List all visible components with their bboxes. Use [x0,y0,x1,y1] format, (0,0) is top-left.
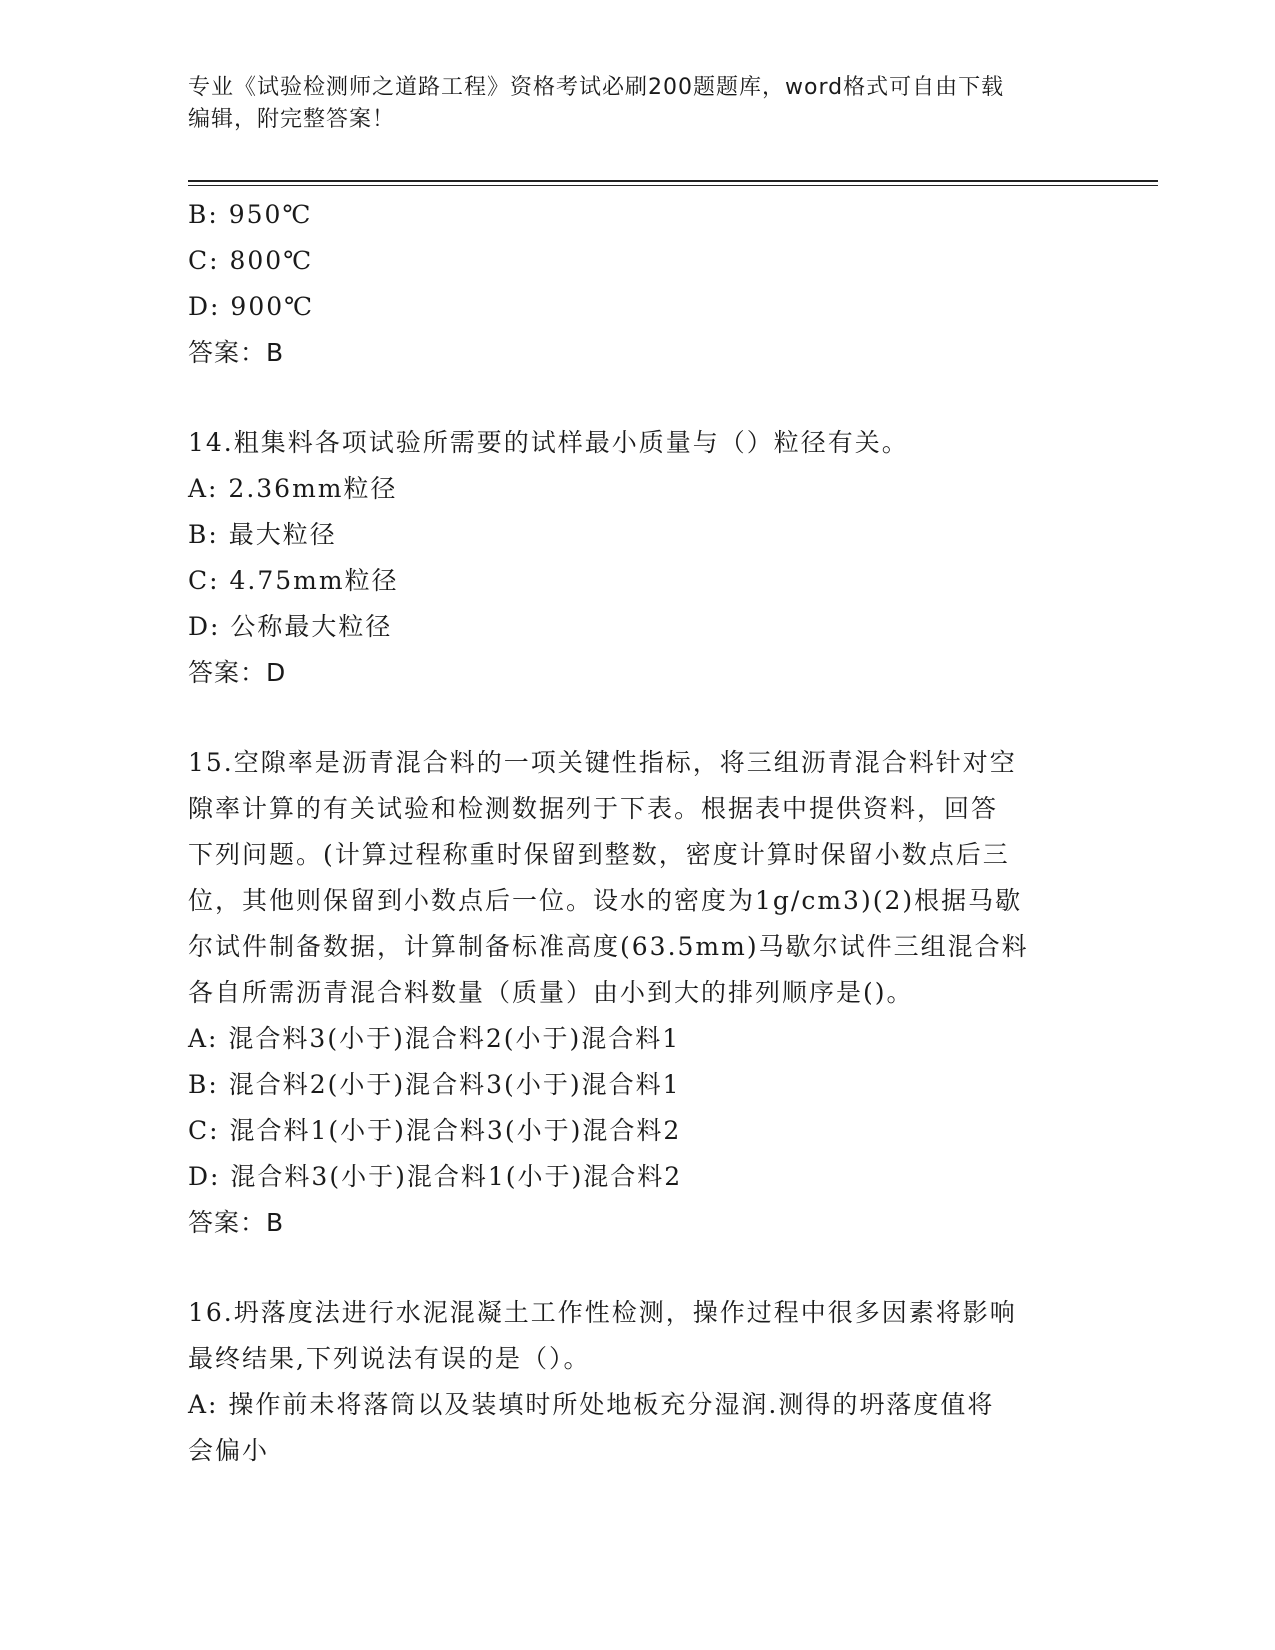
header-line-2: 编辑，附完整答案！ [188,107,396,132]
option-b: B: 混合料2(小于)混合料3(小于)混合料1 [188,1070,681,1099]
question-16 [188,1290,1088,1474]
option-d: D: 900℃ [188,292,315,321]
question-text: 14.粗集料各项试验所需要的试样最小质量与（）粒径有关。 [188,428,909,457]
option-d: D: 混合料3(小于)混合料1(小于)混合料2 [188,1162,683,1191]
question-text-line-2: 最终结果,下列说法有误的是（）。 [188,1344,591,1373]
option-c: C: 4.75mm粒径 [188,566,399,595]
option-d: D: 公称最大粒径 [188,612,393,641]
option-b: B: 950℃ [188,200,313,229]
header-divider-thick [188,180,1158,182]
question-text-line-5: 尔试件制备数据，计算制备标准高度(63.5mm)马歇尔试件三组混合料 [188,932,1029,961]
option-a-line-1: A: 操作前未将落筒以及装填时所处地板充分湿润.测得的坍落度值将 [188,1390,995,1419]
question-text-line-3: 下列问题。(计算过程称重时保留到整数，密度计算时保留小数点后三 [188,840,1010,869]
question-13-tail [188,192,1088,376]
answer: 答案：B [188,338,285,367]
option-a: A: 混合料3(小于)混合料2(小于)混合料1 [188,1024,681,1053]
option-a: A: 2.36mm粒径 [188,474,398,503]
option-c: C: 混合料1(小于)混合料3(小于)混合料2 [188,1116,682,1145]
question-text-line-1: 16.坍落度法进行水泥混凝土工作性检测，操作过程中很多因素将影响 [188,1298,1017,1327]
question-content [188,192,1088,1474]
answer: 答案：B [188,1208,285,1237]
option-c: C: 800℃ [188,246,314,275]
page-header [188,72,1088,136]
question-15 [188,740,1088,1246]
option-a-line-2: 会偏小 [188,1436,270,1465]
question-text-line-6: 各自所需沥青混合料数量（质量）由小到大的排列顺序是()。 [188,978,914,1007]
question-text-line-2: 隙率计算的有关试验和检测数据列于下表。根据表中提供资料，回答 [188,794,999,823]
header-divider-thin [188,185,1158,186]
answer: 答案：D [188,658,287,687]
question-text-line-1: 15.空隙率是沥青混合料的一项关键性指标，将三组沥青混合料针对空 [188,748,1017,777]
question-14 [188,420,1088,696]
header-line-1: 专业《试验检测师之道路工程》资格考试必刷200题题库，word格式可自由下载 [188,75,1005,100]
option-b: B: 最大粒径 [188,520,337,549]
question-text-line-4: 位，其他则保留到小数点后一位。设水的密度为1g/cm3)(2)根据马歇 [188,886,1023,915]
